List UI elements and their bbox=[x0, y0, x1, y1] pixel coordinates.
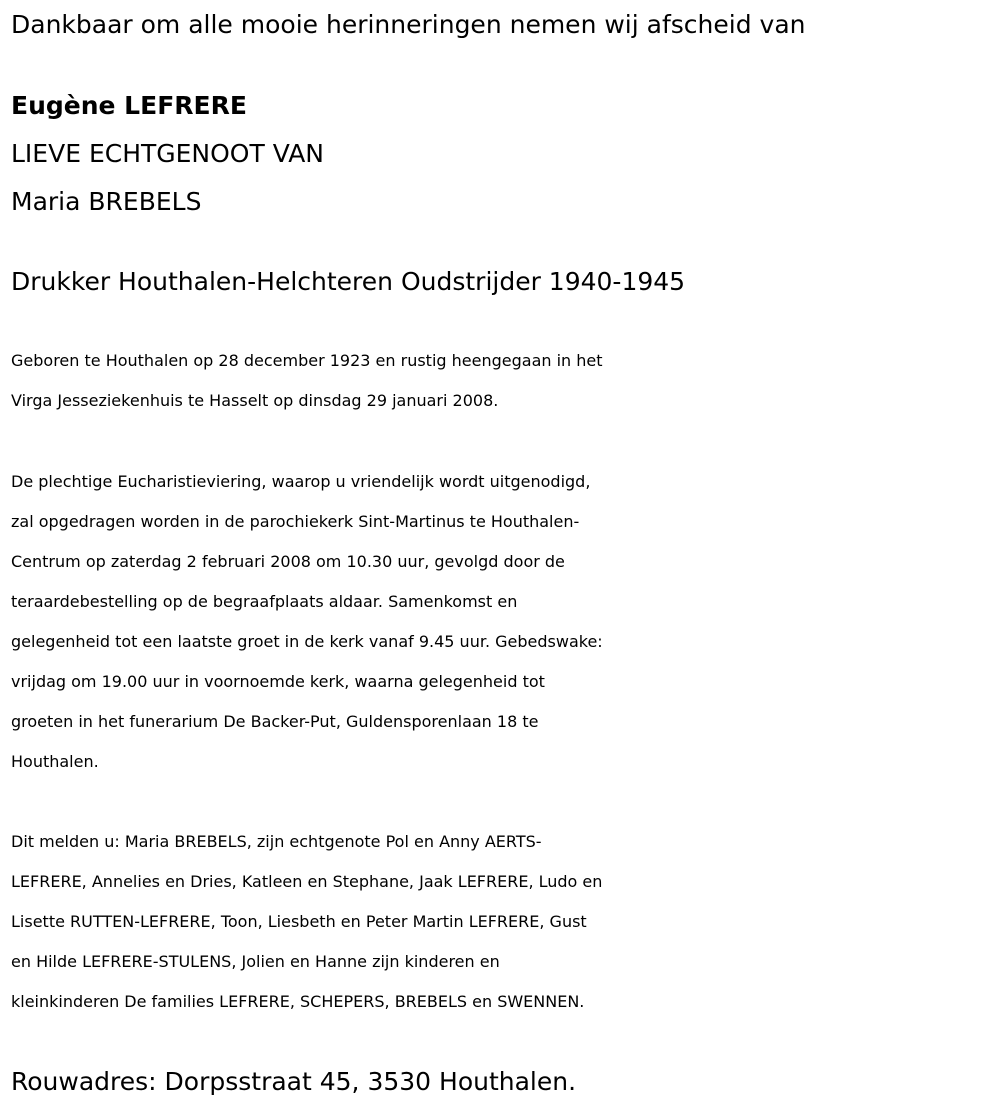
address-text: Rouwadres: Dorpsstraat 45, 3530 Houthalen. bbox=[11, 1067, 577, 1096]
ceremony-paragraph bbox=[11, 462, 993, 782]
family-line: kleinkinderen De families LEFRERE, SCHEPERS, BREBELS en SWENNEN. bbox=[11, 992, 585, 1011]
deceased-name: Eugène LEFRERE bbox=[11, 91, 247, 120]
birth-death-line: Virga Jesseziekenhuis te Hasselt op dinsdag 29 januari 2008. bbox=[11, 391, 499, 410]
ceremony-line: Houthalen. bbox=[11, 752, 99, 771]
family-line: Lisette RUTTEN-LEFRERE, Toon, Liesbeth en Peter Martin LEFRERE, Gust bbox=[11, 912, 587, 931]
birth-death-line: Geboren te Houthalen op 28 december 1923 en rustig heengegaan in het bbox=[11, 351, 603, 370]
spouse-name: Maria BREBELS bbox=[11, 187, 202, 216]
relation-text: LIEVE ECHTGENOOT VAN bbox=[11, 139, 325, 168]
intro-text: Dankbaar om alle mooie herinneringen nemen wij afscheid van bbox=[11, 10, 806, 39]
family-line: LEFRERE, Annelies en Dries, Katleen en Stephane, Jaak LEFRERE, Ludo en bbox=[11, 872, 603, 891]
occupation-text: Drukker Houthalen-Helchteren Oudstrijder 1940-1945 bbox=[11, 267, 686, 296]
family-line: Dit melden u: Maria BREBELS, zijn echtgenote Pol en Anny AERTS- bbox=[11, 832, 542, 851]
family-line: en Hilde LEFRERE-STULENS, Jolien en Hanne zijn kinderen en bbox=[11, 952, 500, 971]
ceremony-line: groeten in het funerarium De Backer-Put, Guldensporenlaan 18 te bbox=[11, 712, 539, 731]
family-paragraph bbox=[11, 822, 993, 1022]
ceremony-line: vrijdag om 19.00 uur in voornoemde kerk, waarna gelegenheid tot bbox=[11, 672, 545, 691]
ceremony-line: Centrum op zaterdag 2 februari 2008 om 10.30 uur, gevolgd door de bbox=[11, 552, 565, 571]
ceremony-line: zal opgedragen worden in de parochiekerk Sint-Martinus te Houthalen- bbox=[11, 512, 580, 531]
ceremony-line: gelegenheid tot een laatste groet in de kerk vanaf 9.45 uur. Gebedswake: bbox=[11, 632, 603, 651]
ceremony-line: teraardebestelling op de begraafplaats aldaar. Samenkomst en bbox=[11, 592, 518, 611]
ceremony-line: De plechtige Eucharistieviering, waarop u vriendelijk wordt uitgenodigd, bbox=[11, 472, 591, 491]
birth-death-paragraph bbox=[11, 341, 993, 421]
